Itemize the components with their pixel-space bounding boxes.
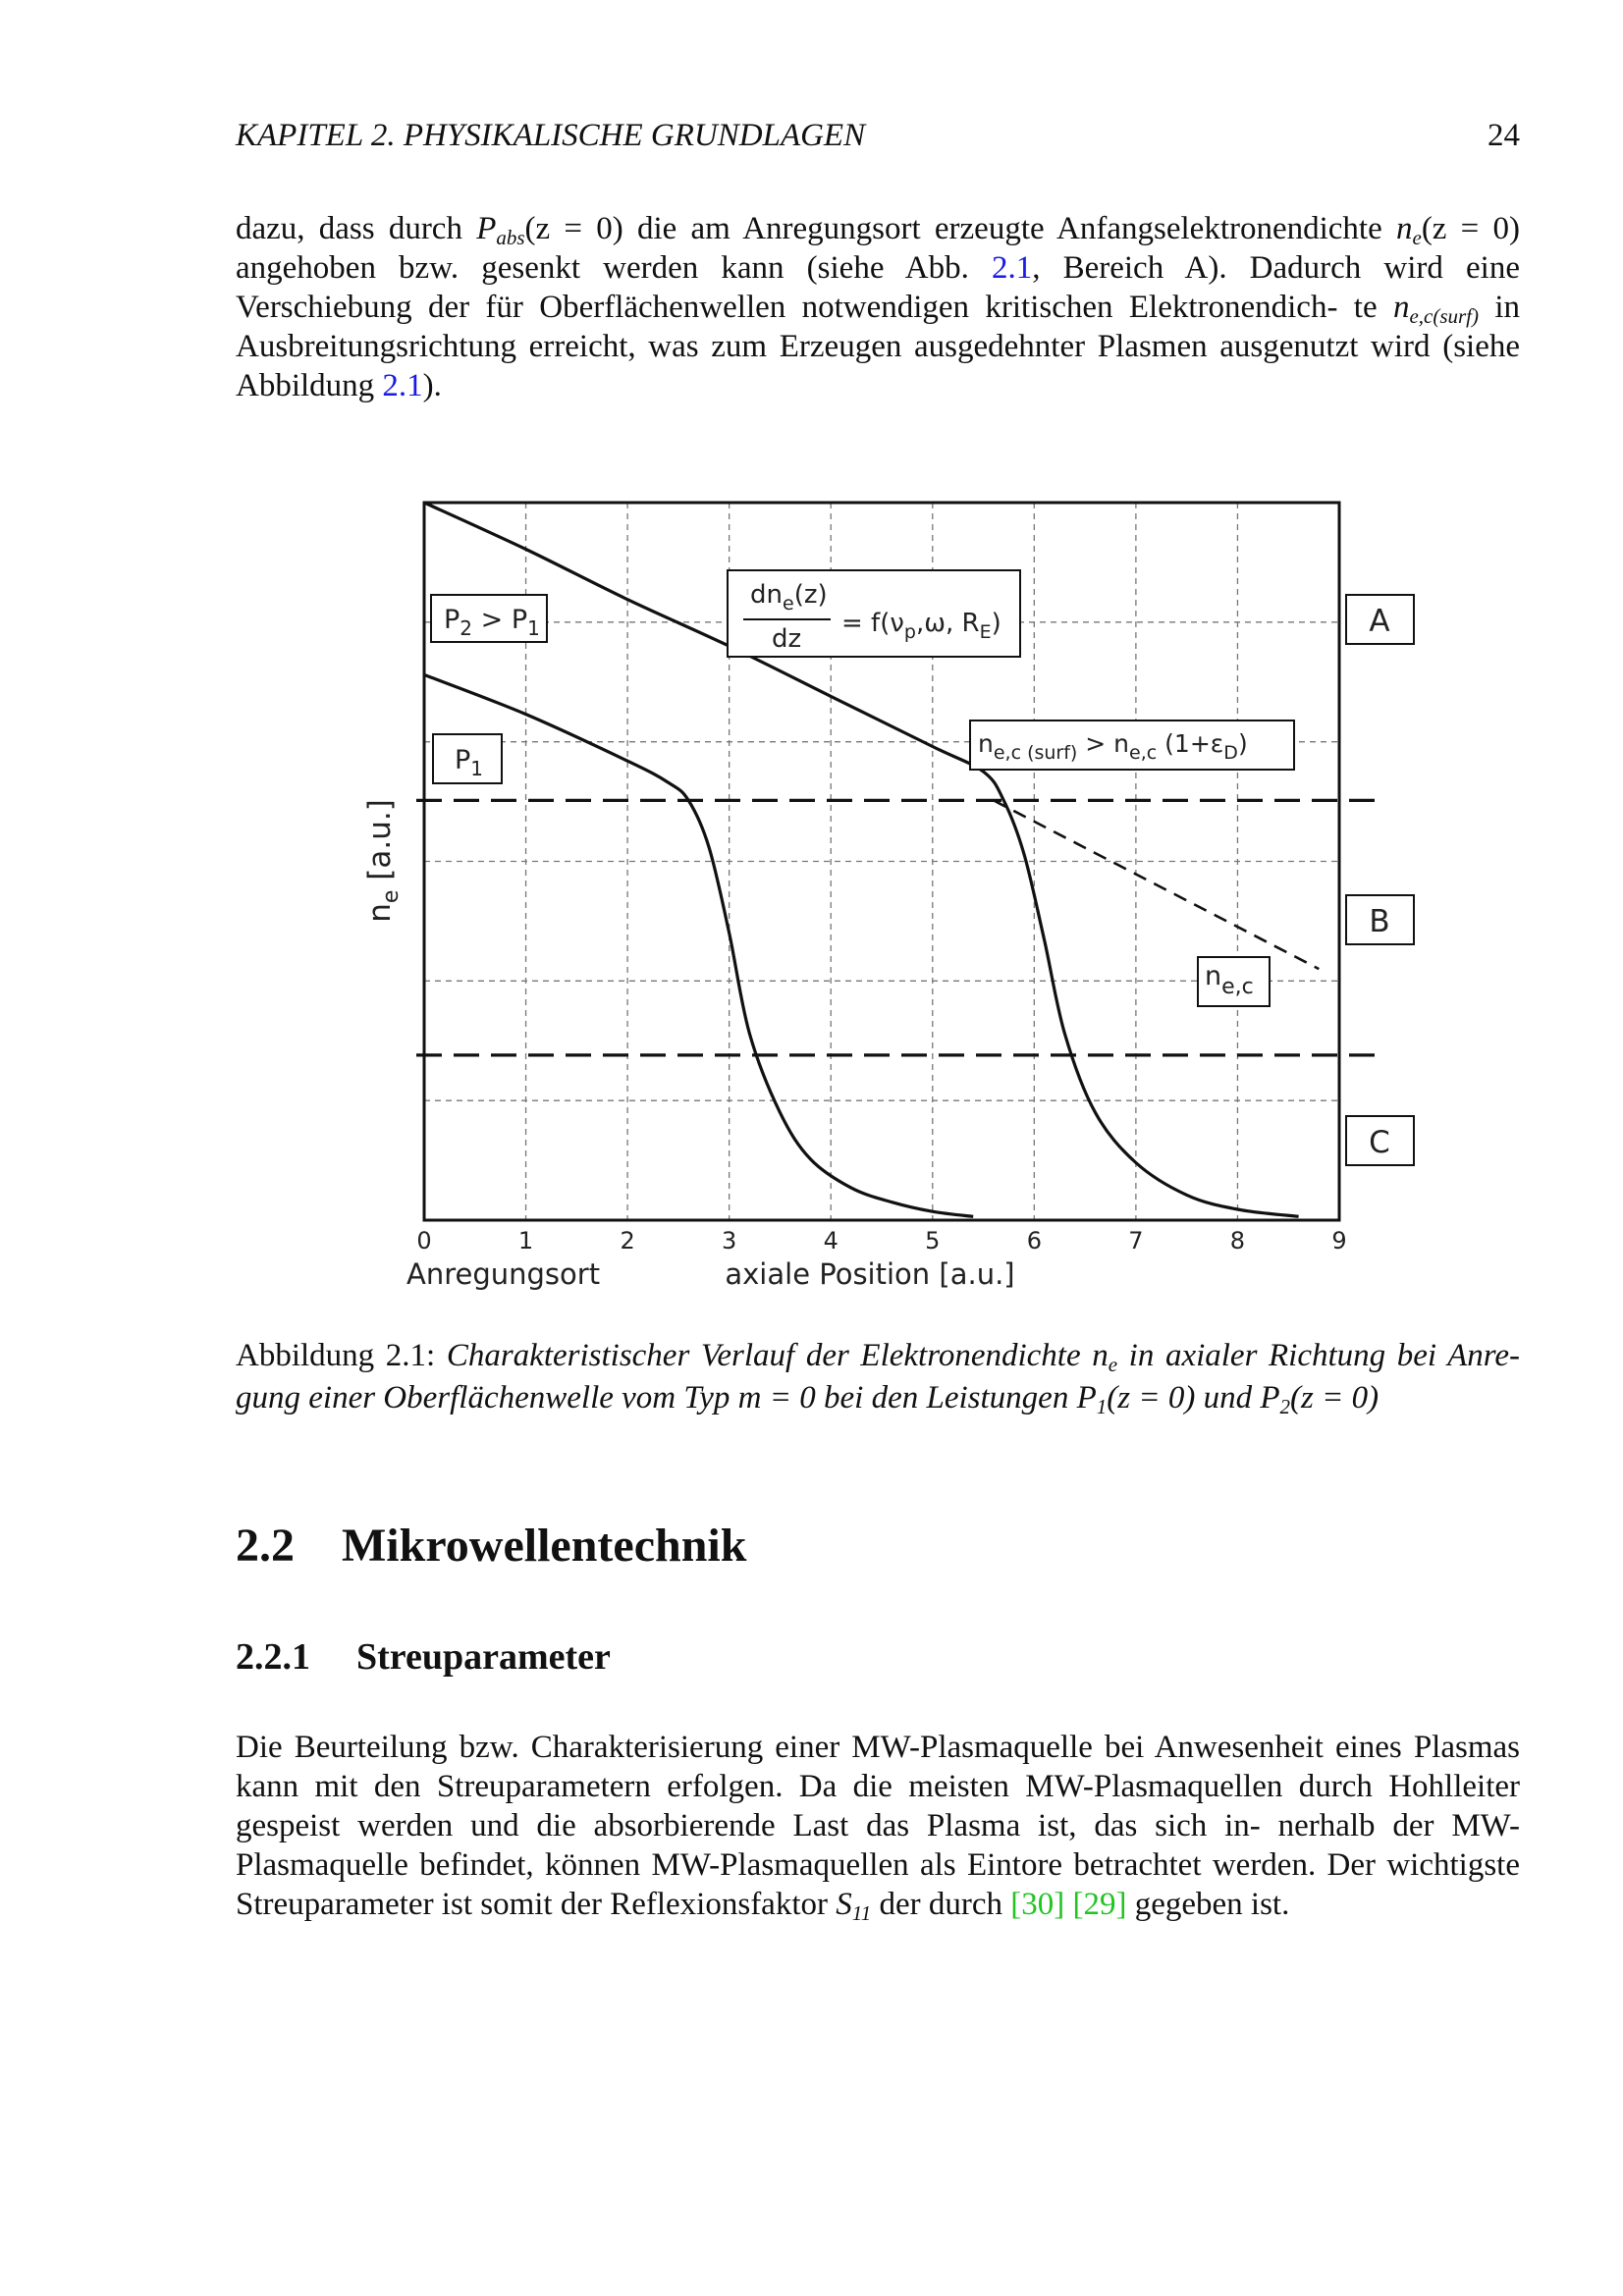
text-fragment: der durch: [871, 1887, 1011, 1922]
figure-reference-link[interactable]: 2.1: [991, 250, 1033, 286]
subscript-2: 2: [1279, 1395, 1291, 1418]
series-p1-line: [424, 674, 973, 1216]
subscript-11: 11: [851, 1901, 872, 1925]
x-tick-label: 6: [1026, 1227, 1042, 1255]
x-tick-label: 4: [823, 1227, 839, 1255]
condition-label: $n_{e,c (surf)} > n_{e,c}$ $(1+\varepsilon_D)$: [978, 729, 1248, 764]
section-number: 2.2: [236, 1520, 295, 1572]
text-fragment: (z = 0) angehoben bzw. gesenkt werden kann (siehe Abb.: [236, 211, 1520, 286]
citation-link-30[interactable]: [30]: [1010, 1887, 1065, 1922]
label-p1: $P_1$: [455, 745, 484, 780]
symbol-S: S: [836, 1887, 852, 1922]
y-axis-label: $n_e$ [a.u.]: [362, 799, 404, 923]
symbol-P2: P: [1260, 1380, 1280, 1415]
section-heading: [236, 1519, 746, 1574]
x-tick-label: 0: [416, 1227, 432, 1255]
caption-label: Abbildung 2.1:: [236, 1338, 447, 1373]
figure-caption: [236, 1335, 1520, 1419]
section-title-text: Mikrowellentechnik: [342, 1520, 747, 1572]
x-tick-label: 7: [1128, 1227, 1144, 1255]
label-p2-gt-p1: $P_2 > P_1$: [444, 605, 540, 640]
x-tick-label: 8: [1229, 1227, 1246, 1255]
citation-link-29[interactable]: [29]: [1072, 1887, 1127, 1922]
text-fragment: dazu, dass durch: [236, 211, 477, 246]
text-fragment: , Bereich A). Dadurch wird eine Verschiebung der für Oberflächenwellen notwendigen kritischen Elektronendich- te: [236, 250, 1520, 325]
nec-label: $n_{e,c}$: [1205, 961, 1254, 999]
x-tick-label: 9: [1331, 1227, 1347, 1255]
subsection-title-text: Streuparameter: [356, 1636, 611, 1678]
formula-denominator: dz: [772, 624, 802, 654]
subscript-e: e: [1108, 1353, 1118, 1376]
region-c-label: C: [1369, 1125, 1390, 1160]
caption-text: in axialer Richtung bei Anre- gung einer Oberflächenwelle vom Typ m = 0 bei den Leistungen: [236, 1338, 1521, 1415]
page-number: 24: [1488, 118, 1520, 153]
caption-text: (z = 0) und: [1107, 1380, 1261, 1415]
subscript-abs: abs: [496, 226, 525, 249]
text-fragment: in Ausbreitungsrichtung erreicht, was zum Erzeugen ausgedehnter Plasmen ausgenutzt wird (siehe Abbildung: [236, 290, 1521, 403]
formula-rhs: = $f(\nu_p,\omega$, $R_E$): [841, 609, 1001, 643]
x-tick-label: 3: [722, 1227, 737, 1255]
caption-text: Charakteristischer Verlauf der Elektronendichte: [446, 1338, 1093, 1373]
text-fragment: (z = 0) die am Anregungsort erzeugte Anfangselektronendichte: [524, 211, 1396, 246]
subscript-e: e: [1412, 226, 1422, 249]
subsection-heading: [236, 1634, 611, 1680]
symbol-n: n: [1092, 1338, 1109, 1373]
region-a-label: A: [1369, 604, 1390, 639]
x-tick-labels: [416, 1227, 1346, 1255]
text-fragment: gegeben ist.: [1126, 1887, 1290, 1922]
x-tick-label: 5: [925, 1227, 941, 1255]
subsection-number: 2.2.1: [236, 1636, 310, 1678]
x-tick-label: 1: [517, 1227, 534, 1255]
formula-numerator: $dn_e(z)$: [750, 580, 828, 614]
x-origin-label: Anregungsort: [406, 1257, 601, 1291]
caption-text: (z = 0): [1290, 1380, 1380, 1415]
figure-reference-link[interactable]: 2.1: [382, 368, 423, 403]
paragraph-streuparameter: [236, 1728, 1520, 1924]
region-b-label: B: [1369, 904, 1390, 939]
symbol-n: n: [1392, 290, 1410, 325]
x-axis-label: axiale Position [a.u.]: [725, 1257, 1015, 1291]
symbol-n: n: [1395, 211, 1413, 246]
text-fragment: ).: [422, 368, 442, 403]
subscript-ecsurf: e,c(surf): [1409, 304, 1479, 328]
running-title: KAPITEL 2. PHYSIKALISCHE GRUNDLAGEN: [236, 118, 866, 153]
symbol-P: P: [476, 211, 497, 246]
x-tick-label: 2: [620, 1227, 635, 1255]
symbol-P1: P: [1076, 1380, 1097, 1415]
text-fragment: Die Beurteilung bzw. Charakterisierung einer MW-Plasmaquelle bei Anwesenheit eines Plasmas kann mit den Streuparametern erfolgen. Da die meisten MW-Plasmaquellen durch Hohlleiter gespeist werden und die absorbierende Last das Plasma ist, das sich in- nerhalb der MW-Plasmaquelle befindet, können MW-Plasmaquellen als Eintore betrachtet werden. Der wichtigste Streuparameter ist somit der Reflexionsfaktor: [236, 1730, 1520, 1922]
subscript-1: 1: [1096, 1395, 1108, 1418]
series-nec-dashed: [994, 800, 1319, 969]
